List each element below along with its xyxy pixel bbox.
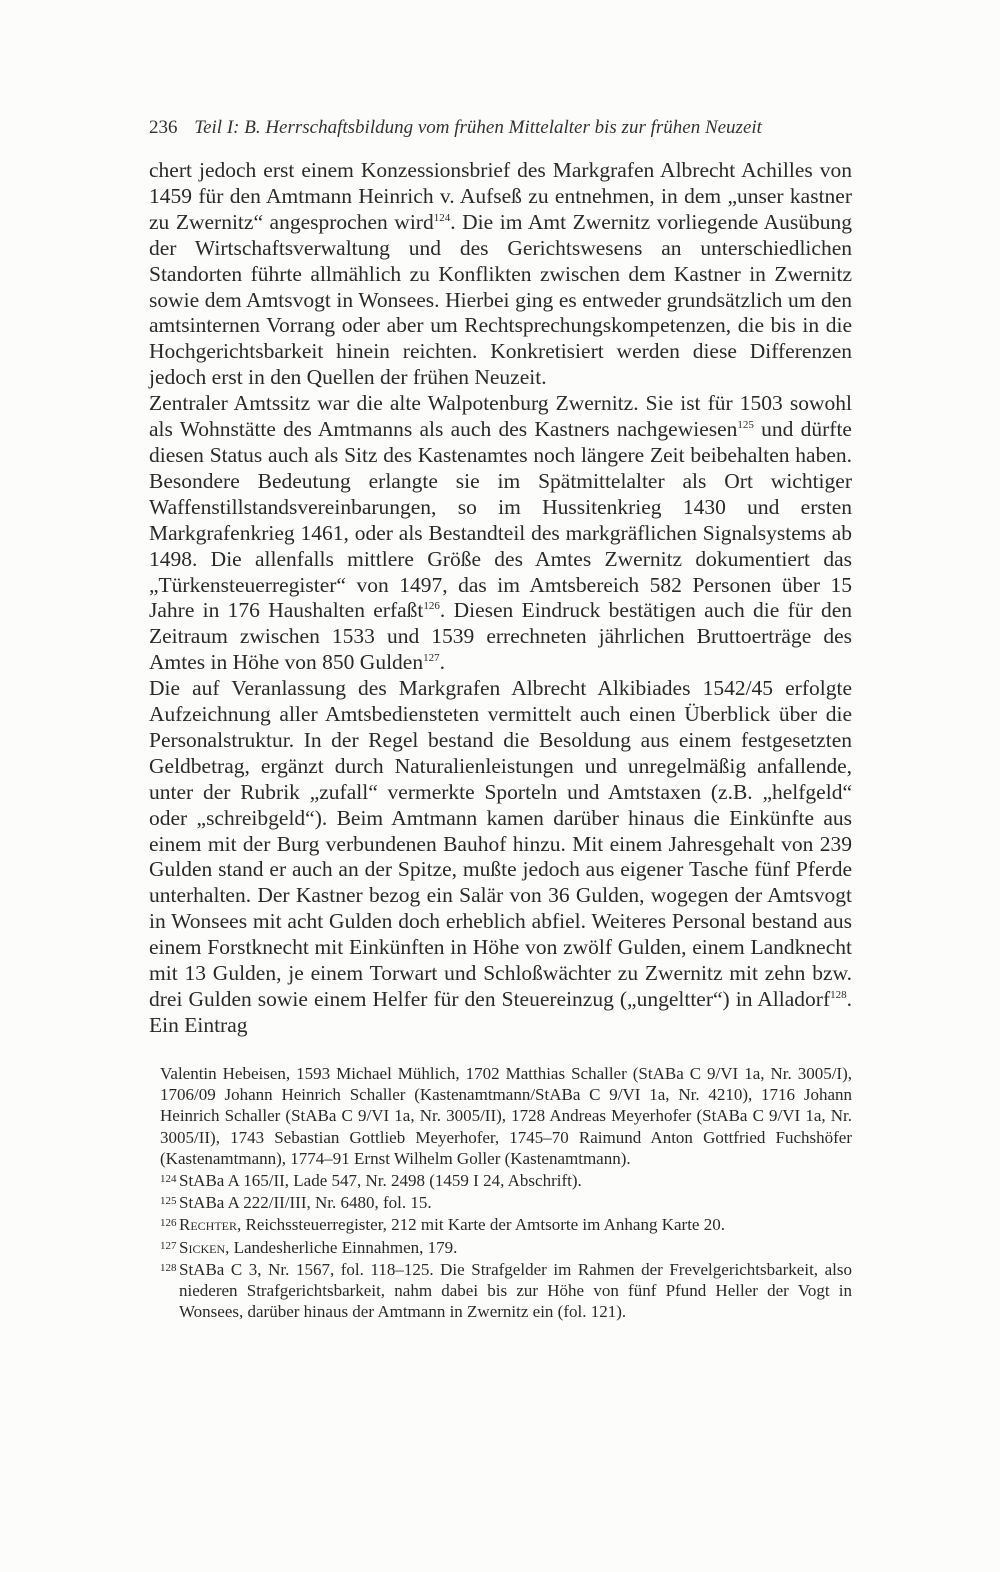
footnote-ref-125: 125 (737, 419, 754, 432)
running-header (149, 117, 762, 139)
footnote-ref-127: 127 (423, 652, 440, 665)
page-number: 236 (149, 117, 178, 138)
paragraph-3: Die auf Veranlassung des Markgrafen Albrecht Alkibiades 1542/45 erfolgte Aufzeichnung aller Amtsbediensteten vermittelt auch einen Überblick über die Personalstruktur. In der Regel bestand die Besoldung aus einem festgesetzten Geldbetrag, ergänzt durch Naturalienleistungen und unregelmäßig anfallende, unter der Rubrik „zufall“ vermerkte Sporteln und Amtstaxen (z.B. „helfgeld“ oder „schreibgeld“). Beim Amtmann kamen darüber hinaus die Einkünfte aus einem mit der Burg verbundenen Bauhof hinzu. Mit einem Jahresgehalt von 239 Gulden stand er auch an der Spitze, mußte jedoch aus eigener Tasche fünf Pferde unterhalten. Der Kastner bezog ein Salär von 36 Gulden, wogegen der Amtsvogt in Wonsees mit acht Gulden doch erheblich abfiel. Weiteres Personal bestand aus einem Forstknecht mit Einkünften in Höhe von zwölf Gulden, einem Landknecht mit 13 Gulden, je einem Torwart und Schloßwächter zu Zwernitz mit zehn bzw. drei Gulden sowie einem Helfer für den Steuereinzug („ungeltter“) in Alladorf$^{128}$. Ein Eintrag (149, 676, 852, 1037)
paragraph-1: chert jedoch erst einem Konzessionsbrief des Markgrafen Albrecht Achilles von 1459 für den Amtmann Heinrich v. Aufseß zu entnehmen, in dem „unser kastner zu Zwernitz“ angesprochen wird$^{124}$. Die im Amt Zwernitz vorliegende Ausübung der Wirtschaftsverwaltung und des Gerichtswesens an unterschiedlichen Standorten führte allmählich zu Konflikten zwischen dem Kastner in Zwernitz sowie dem Amtsvogt in Wonsees. Hierbei ging es entweder grundsätzlich um den amtsinternen Vorrang oder aber um Rechtsprechungskompetenzen, die bis in die Hochgerichtsbarkeit hinein reichten. Konkretisiert werden diese Differenzen jedoch erst in den Quellen der frühen Neuzeit. (149, 158, 852, 390)
main-text (149, 158, 852, 1039)
footnote-126: 126 Rechter, Reichssteuerregister, 212 mit Karte der Amtsorte im Anhang Karte 20. (160, 1215, 725, 1235)
footnote-127: 127 Sicken, Landesherliche Einnahmen, 179. (160, 1237, 458, 1257)
footnote-ref-128: 128 (830, 989, 847, 1001)
footnotes (160, 1063, 852, 1322)
footnote-128: 128 StABa C 3, Nr. 1567, fol. 118–125. Die Strafgelder im Rahmen der Frevelgerichtsbarkeit, also niederen Strafgerichtsbarkeit, nahm dabei bis zur Höhe von fünf Pfund Heller der Vogt in Wonsees, darüber hinaus der Amtmann in Zwernitz ein (fol. 121). (160, 1259, 852, 1322)
footnote-124: 124 StABa A 165/II, Lade 547, Nr. 2498 (1459 I 24, Abschrift). (160, 1171, 582, 1191)
footnote-125: 125 StABa A 222/II/III, Nr. 6480, fol. 15. (160, 1193, 432, 1213)
running-title: Teil I: B. Herrschaftsbildung vom frühen Mittelalter bis zur frühen Neuzeit (194, 117, 762, 138)
footnote-continuation: Valentin Hebeisen, 1593 Michael Mühlich, 1702 Matthias Schaller (StABa C 9/VI 1a, Nr. 3005/I), 1706/09 Johann Heinrich Schaller (Kastenamtmann/StABa C 9/VI 1a, Nr. 4210), 1716 Johann Heinrich Schaller (StABa C 9/VI 1a, Nr. 3005/II), 1728 Andreas Meyerhofer (StABa C 9/VI 1a, Nr. 3005/II), 1743 Sebastian Gottlieb Meyerhofer, 1745–70 Raimund Anton Gottfried Fuchshöfer (Kastenamtmann), 1774–91 Ernst Wilhelm Goller (Kastenamtmann). (160, 1064, 852, 1168)
footnote-ref-126: 126 (423, 600, 440, 613)
footnote-ref-124: 124 (433, 211, 451, 224)
paragraph-2: Zentraler Amtssitz war die alte Walpotenburg Zwernitz. Sie ist für 1503 sowohl als Wohnstätte des Amtmanns als auch des Kastners nachgewiesen$^{125}$ und dürfte diesen Status auch als Sitz des Kastenamtes noch längere Zeit beibehalten haben. Besondere Bedeutung erlangte sie im Spätmittelalter als Ort wichtiger Waffenstillstandsvereinbarungen, so im Hussitenkrieg 1430 und ersten Markgrafenkrieg 1461, oder als Bestandteil des markgräflichen Signalsystems ab 1498. Die allenfalls mittlere Größe des Amtes Zwernitz dokumentiert das „Türkensteuerregister“ von 1497, das im Amtsbereich 582 Personen über 15 Jahre in 176 Haushalten erfaßt$^{126}$. Diesen Eindruck bestätigen auch die für den Zeitraum zwischen 1533 und 1539 errechneten jährlichen Bruttoerträge des Amtes in Höhe von 850 Gulden$^{127}$. (149, 391, 853, 675)
